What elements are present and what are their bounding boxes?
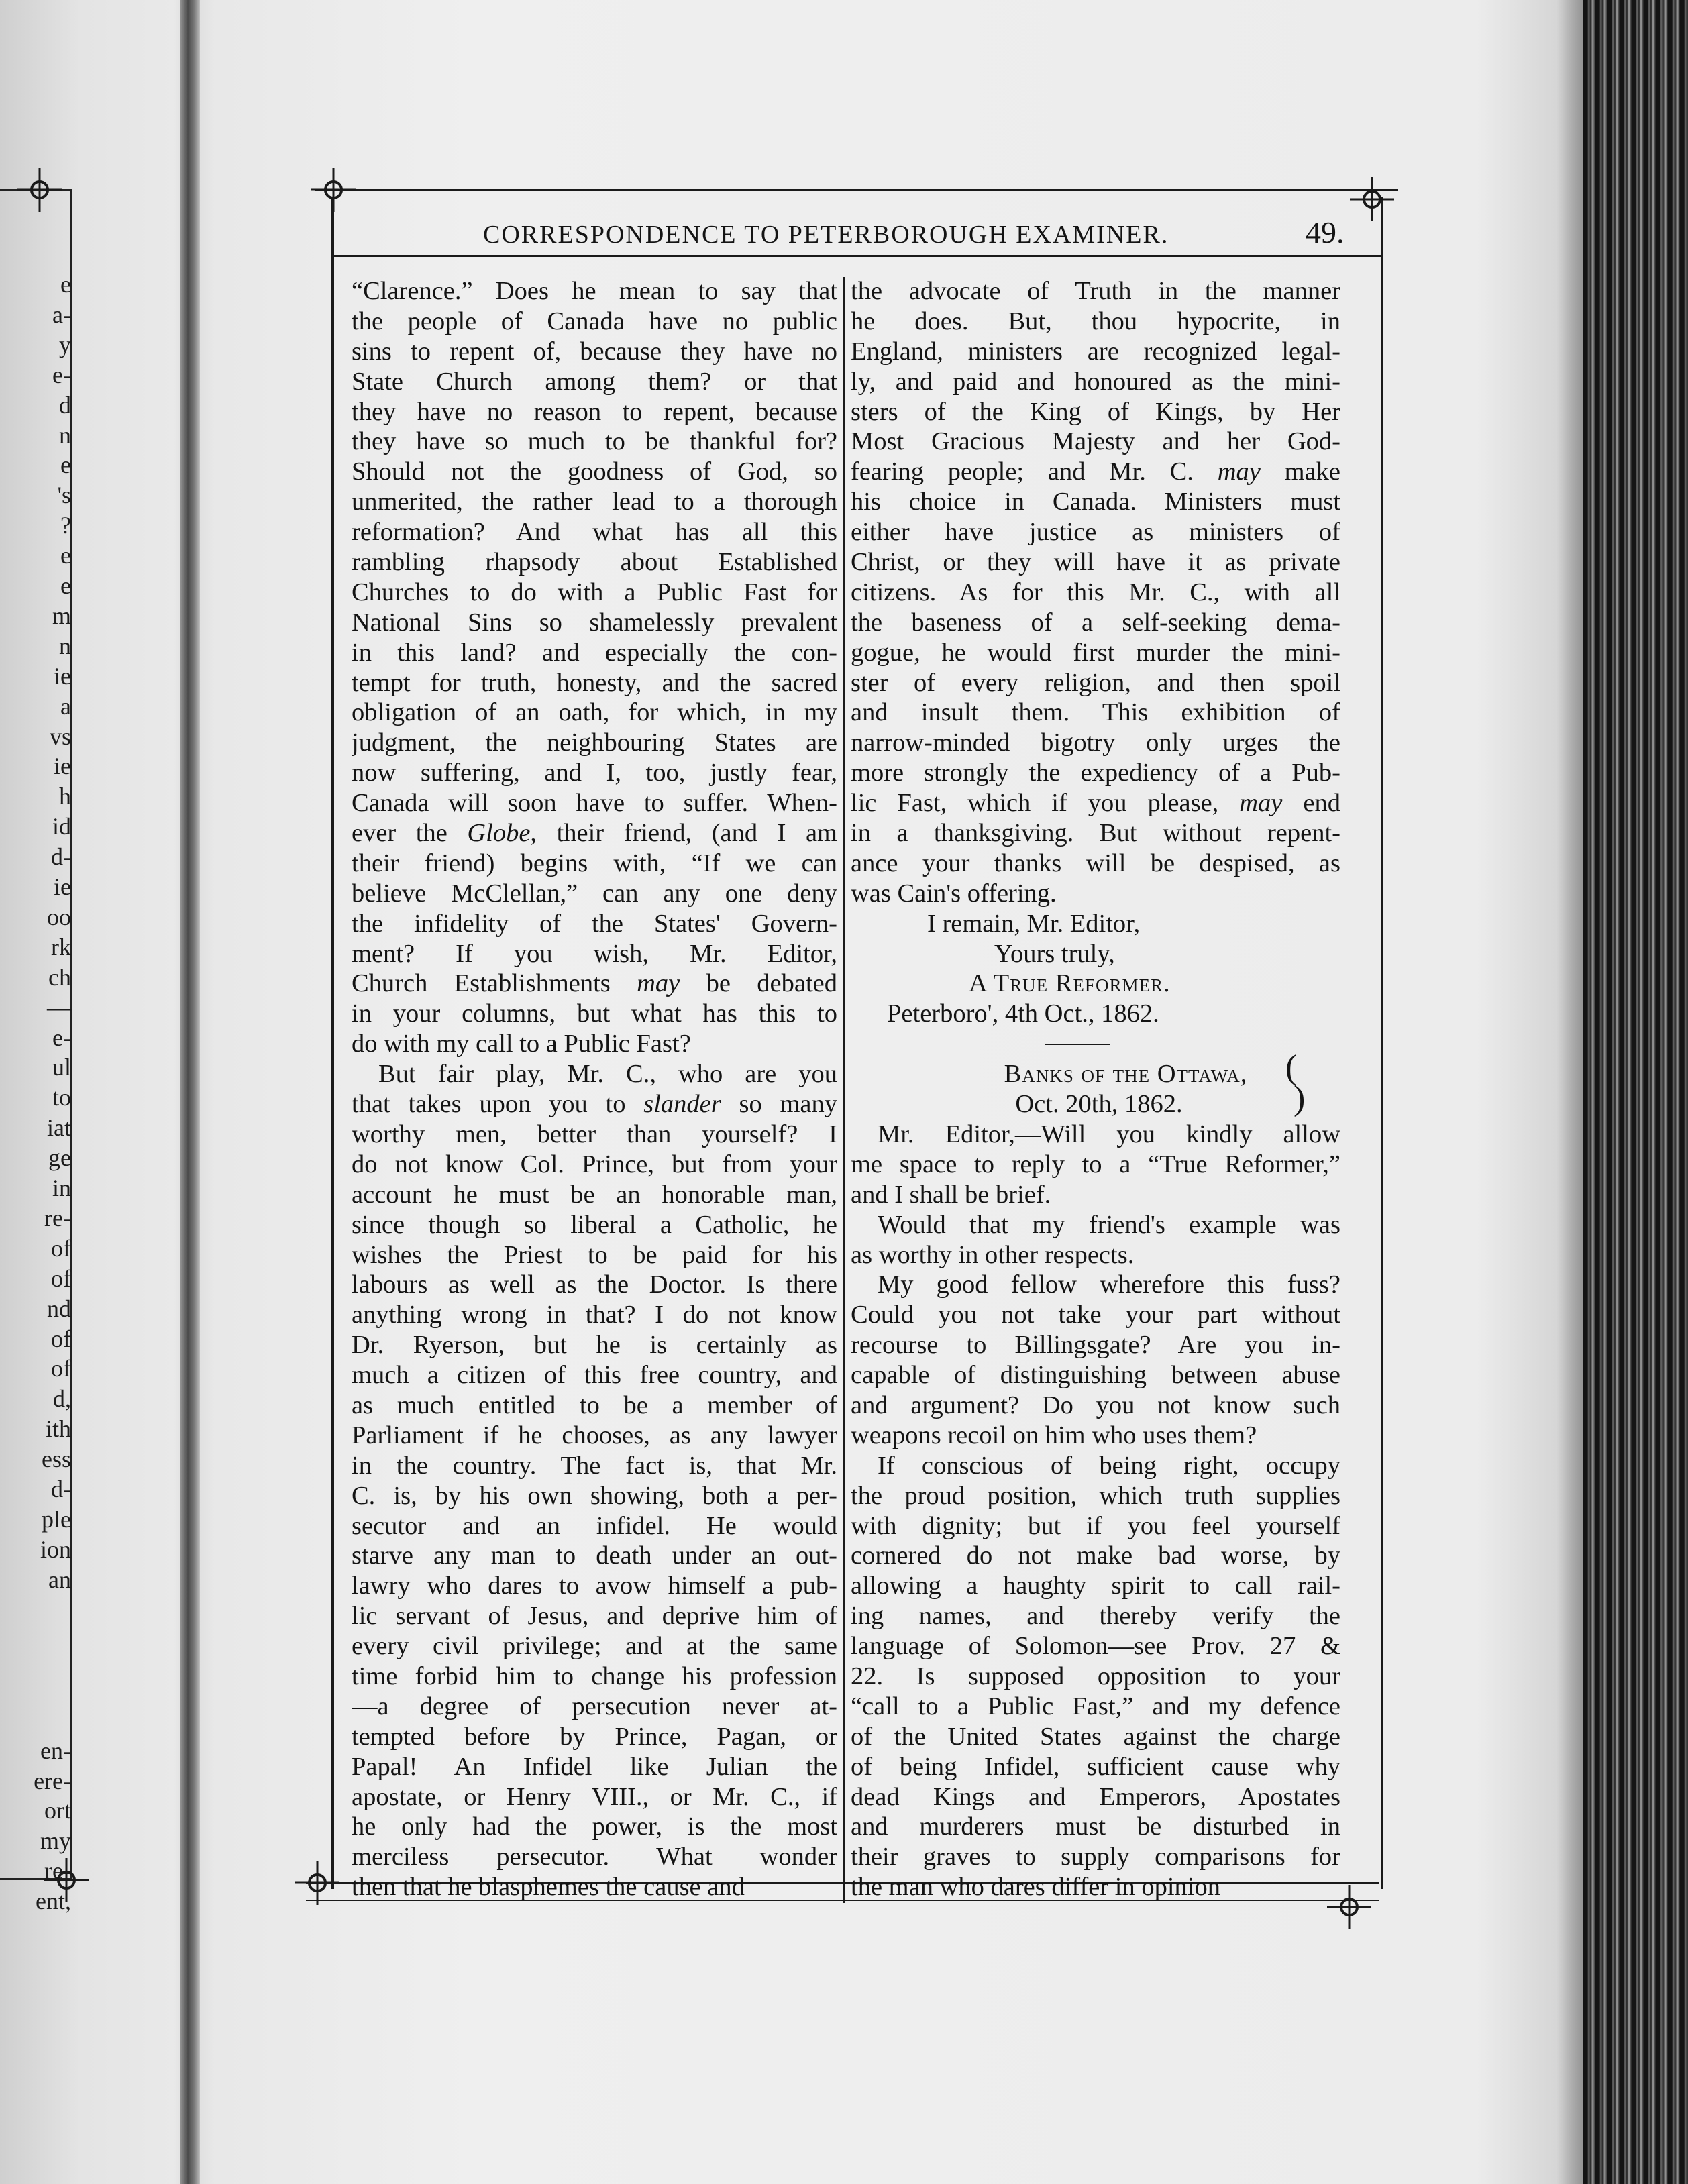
previous-page-fragment: e- xyxy=(52,361,71,388)
previous-page-fragment: ? xyxy=(60,512,71,539)
previous-page-fragment: ge xyxy=(48,1144,71,1172)
top-frame-rule xyxy=(315,189,1398,191)
text-line: State Church among them? or that xyxy=(352,367,837,396)
ornament-icon xyxy=(43,1857,90,1904)
text-line: of the United States against the charge xyxy=(851,1722,1340,1751)
signature: A True Reformer. xyxy=(969,969,1171,998)
text-line: lic servant of Jesus, and deprive him of xyxy=(352,1602,837,1631)
text-line: he does. But, thou hypocrite, in xyxy=(851,307,1340,335)
section-separator xyxy=(851,1029,1340,1059)
previous-page-fragment: m xyxy=(52,602,71,629)
text-line: account he must be an honorable man, xyxy=(352,1180,837,1209)
text-line: wishes the Priest to be paid for his xyxy=(352,1240,837,1269)
text-line: do not know Col. Prince, but from your xyxy=(352,1150,837,1179)
text-line: citizens. As for this Mr. C., with all xyxy=(851,578,1340,606)
previous-page-fragment: n xyxy=(59,632,71,659)
text-line: of being Infidel, sufficient cause why xyxy=(851,1752,1340,1781)
running-head-title: CORRESPONDENCE TO PETERBOROUGH EXAMINER. xyxy=(483,221,1169,249)
text-line: me space to reply to a “True Reformer,” xyxy=(851,1150,1340,1179)
ornament-icon xyxy=(294,1859,341,1906)
previous-page-fragment: e xyxy=(60,271,71,298)
text-line: and insult them. This exhibition of xyxy=(851,698,1340,727)
text-line: gogue, he would first murder the mini- xyxy=(851,638,1340,667)
previous-page-fragment: d, xyxy=(53,1385,71,1413)
text-line: Church Establishments may be debated xyxy=(352,969,837,998)
text-line: Canada will soon have to suffer. When- xyxy=(352,789,837,818)
previous-page-fragment: ent, xyxy=(36,1888,71,1915)
previous-page-fragment: vs xyxy=(49,722,71,750)
previous-page-fragment: n xyxy=(59,421,71,449)
text-line: ance your thanks will be despised, as xyxy=(851,849,1340,877)
text-line: allowing a haughty spirit to call rail- xyxy=(851,1572,1340,1600)
text-line: his choice in Canada. Ministers must xyxy=(851,488,1340,516)
text-line: tempted before by Prince, Pagan, or xyxy=(352,1722,837,1751)
text-line: believe McClellan,” can any one deny xyxy=(352,879,837,908)
previous-page-fragment: an xyxy=(48,1566,71,1593)
text-line: much a citizen of this free country, and xyxy=(352,1361,837,1390)
text-line: more strongly the expediency of a Pub- xyxy=(851,759,1340,787)
text-line: sins to repent of, because they have no xyxy=(352,337,837,366)
text-line: Would that my friend's example was xyxy=(878,1210,1340,1239)
closing-yours: Yours truly, xyxy=(994,939,1115,968)
previous-page-fragment: re- xyxy=(44,1204,71,1232)
previous-page-fragment: my xyxy=(40,1827,71,1855)
previous-page-fragment: ere- xyxy=(34,1767,71,1794)
text-line: cornered do not make bad worse, by xyxy=(851,1541,1340,1570)
text-line: they have no reason to repent, because xyxy=(352,397,837,426)
text-line: in this land? and especially the con- xyxy=(352,638,837,667)
text-line: Papal! An Infidel like Julian the xyxy=(352,1752,837,1781)
text-line: language of Solomon—see Prov. 27 & xyxy=(851,1632,1340,1661)
text-line: since though so liberal a Catholic, he xyxy=(352,1210,837,1239)
text-line: judgment, the neighbouring States are xyxy=(352,728,837,757)
text-line: either have justice as ministers of xyxy=(851,518,1340,547)
text-line: the advocate of Truth in the manner xyxy=(851,277,1340,305)
ornament-icon xyxy=(310,166,357,213)
text-line: ment? If you wish, Mr. Editor, xyxy=(352,939,837,968)
text-line: with dignity; but if you feel yourself xyxy=(851,1511,1340,1540)
text-line: Should not the goodness of God, so xyxy=(352,457,837,486)
text-line: their friend) begins with, “If we can xyxy=(352,849,837,877)
previous-page-fragment: h xyxy=(59,783,71,810)
text-line: England, ministers are recognized legal- xyxy=(851,337,1340,366)
previous-page-fragment: ch xyxy=(48,963,71,991)
text-line: National Sins so shamelessly prevalent xyxy=(352,608,837,637)
text-line: worthy men, better than yourself? I xyxy=(352,1120,837,1148)
previous-page-fragment: iat xyxy=(47,1114,71,1142)
previous-page-fragment: 's xyxy=(57,482,71,509)
column-divider xyxy=(843,277,845,1903)
heading-brace-top: ( xyxy=(1285,1048,1298,1087)
previous-page-fragment: y xyxy=(59,331,71,358)
text-line: apostate, or Henry VIII., or Mr. C., if xyxy=(352,1782,837,1811)
text-line: recourse to Billingsgate? Are you in- xyxy=(851,1331,1340,1360)
text-line: do with my call to a Public Fast? xyxy=(352,1030,691,1058)
text-line: he only had the power, is the most xyxy=(352,1812,837,1841)
text-line: in your columns, but what has this to xyxy=(352,999,837,1028)
previous-page-fragment: d- xyxy=(51,843,71,871)
text-line: every civil privilege; and at the same xyxy=(352,1632,837,1661)
text-line: starve any man to death under an out- xyxy=(352,1541,837,1570)
right-column xyxy=(851,276,1340,1902)
ornament-icon xyxy=(16,166,63,213)
page-number: 49. xyxy=(1306,215,1344,250)
text-line: If conscious of being right, occupy xyxy=(878,1451,1340,1480)
text-line: Parliament if he chooses, as any lawyer xyxy=(352,1421,837,1450)
text-line: “Clarence.” Does he mean to say that xyxy=(352,277,837,305)
second-letter-date: Oct. 20th, 1862. xyxy=(1015,1090,1183,1119)
book-gutter xyxy=(180,0,200,2184)
text-line: narrow-minded bigotry only urges the xyxy=(851,728,1340,757)
previous-page-fragment: in xyxy=(52,1175,71,1201)
text-line: capable of distinguishing between abuse xyxy=(851,1361,1340,1390)
text-line: rambling rhapsody about Established xyxy=(352,548,837,577)
text-line: now suffering, and I, too, justly fear, xyxy=(352,759,837,787)
text-line: and argument? Do you not know such xyxy=(851,1390,1340,1419)
previous-page-fragment: ple xyxy=(42,1505,71,1533)
text-line: ing names, and thereby verify the xyxy=(851,1602,1340,1631)
previous-page-fragment: d- xyxy=(51,1476,71,1503)
text-line: and murderers must be disturbed in xyxy=(851,1812,1340,1841)
text-line: reformation? And what has all this xyxy=(352,518,837,547)
previous-page-fragment: ul xyxy=(52,1054,71,1081)
text-line: Dr. Ryerson, but he is certainly as xyxy=(352,1331,837,1360)
text-line: merciless persecutor. What wonder xyxy=(352,1843,837,1871)
previous-page-fragment: — xyxy=(47,993,71,1021)
text-line: 22. Is supposed opposition to your xyxy=(851,1661,1340,1690)
previous-page-fragment: a xyxy=(60,692,71,720)
text-line: the people of Canada have no public xyxy=(352,307,837,335)
text-line: as much entitled to be a member of xyxy=(352,1390,837,1419)
text-line: that takes upon you to slander so many xyxy=(352,1090,837,1119)
text-line: lic Fast, which if you please, may end xyxy=(851,789,1340,818)
text-line: time forbid him to change his profession xyxy=(352,1661,837,1690)
previous-page-fragment: ort xyxy=(44,1797,71,1824)
previous-page-fragment: of xyxy=(51,1325,71,1352)
left-column xyxy=(352,276,837,1902)
previous-page-fragment: of xyxy=(51,1234,71,1262)
text-line: C. is, by his own showing, both a per- xyxy=(352,1481,837,1510)
text-line: secutor and an infidel. He would xyxy=(352,1511,837,1540)
place-date: Peterboro', 4th Oct., 1862. xyxy=(887,999,1159,1028)
previous-page-fragment: e- xyxy=(52,1024,71,1051)
previous-page-fragment: ie xyxy=(54,753,71,780)
previous-page-fragment: ie xyxy=(54,662,71,690)
previous-page-fragment: rk xyxy=(51,933,71,961)
text-line: obligation of an oath, for which, in my xyxy=(352,698,837,727)
text-line: ster of every religion, and then spoil xyxy=(851,668,1340,697)
text-line: they have so much to be thankful for? xyxy=(352,427,837,456)
previous-page-fragment: ith xyxy=(45,1415,71,1443)
text-line: and I shall be brief. xyxy=(851,1180,1051,1209)
second-letter-place: Banks of the Ottawa, xyxy=(1004,1060,1248,1089)
text-line: unmerited, the rather lead to a thorough xyxy=(352,488,837,516)
previous-page-fragment: e xyxy=(60,542,71,569)
text-line: then that he blasphemes the cause and xyxy=(352,1873,745,1902)
text-line: sters of the King of Kings, by Her xyxy=(851,397,1340,426)
text-line: Mr. Editor,—Will you kindly allow xyxy=(878,1120,1340,1148)
text-line: “call to a Public Fast,” and my defence xyxy=(851,1692,1340,1721)
text-line: Christ, or they will have it as private xyxy=(851,548,1340,577)
running-head xyxy=(470,215,1342,255)
previous-page-fragment: of xyxy=(51,1264,71,1292)
text-line: But fair play, Mr. C., who are you xyxy=(378,1060,837,1089)
text-line: Churches to do with a Public Fast for xyxy=(352,578,837,606)
text-line: the infidelity of the States' Govern- xyxy=(352,909,837,938)
previous-page-fragment: ion xyxy=(40,1535,71,1563)
text-line: Could you not take your part without xyxy=(851,1301,1340,1329)
previous-page-fragment: a- xyxy=(52,301,71,328)
previous-page-fragment: to xyxy=(52,1084,71,1111)
text-line: lawry who dares to avow himself a pub- xyxy=(352,1572,837,1600)
previous-page-fragment: d xyxy=(59,391,71,419)
previous-page-fragment: en- xyxy=(40,1737,71,1764)
text-line: the man who dares differ in opinion xyxy=(851,1873,1220,1902)
text-line: Most Gracious Majesty and her God- xyxy=(851,427,1340,456)
text-line: anything wrong in that? I do not know xyxy=(352,1301,837,1329)
text-line: in the country. The fact is, that Mr. xyxy=(352,1451,837,1480)
text-line: labours as well as the Doctor. Is there xyxy=(352,1270,837,1299)
book-page-edges xyxy=(1583,0,1688,2184)
letter-one-continuation xyxy=(851,276,1340,909)
letter-two-body xyxy=(851,1120,1340,1902)
previous-page-fragment: ess xyxy=(42,1445,71,1473)
closing-remain: I remain, Mr. Editor, xyxy=(927,909,1141,938)
previous-page-fragment: id xyxy=(52,813,71,840)
text-line: was Cain's offering. xyxy=(851,879,1057,908)
text-line: as worthy in other respects. xyxy=(851,1240,1135,1269)
text-line: the proud position, which truth supplies xyxy=(851,1481,1340,1510)
previous-page-fragment: e xyxy=(60,572,71,599)
text-line: weapons recoil on him who uses them? xyxy=(851,1421,1257,1450)
previous-page-fragment: e xyxy=(60,451,71,479)
text-line: ever the Globe, their friend, (and I am xyxy=(352,819,837,848)
previous-page-fragment: nd xyxy=(47,1295,71,1322)
text-line: their graves to supply comparisons for xyxy=(851,1843,1340,1871)
previous-page-fragment: of xyxy=(51,1355,71,1382)
text-line: ly, and paid and honoured as the mini- xyxy=(851,367,1340,396)
ornament-icon xyxy=(1349,176,1395,223)
previous-page-fragment: ie xyxy=(54,873,71,900)
previous-page-fragment: re- xyxy=(44,1857,71,1885)
text-line: dead Kings and Emperors, Apostates xyxy=(851,1782,1340,1811)
text-line: —a degree of persecution never at- xyxy=(352,1692,837,1721)
previous-page-fragment: oo xyxy=(47,903,71,930)
text-line: My good fellow wherefore this fuss? xyxy=(878,1270,1340,1299)
text-line: the baseness of a self-seeking dema- xyxy=(851,608,1340,637)
heading-brace-bottom: ) xyxy=(1294,1079,1306,1117)
text-line: tempt for truth, honesty, and the sacred xyxy=(352,668,837,697)
text-line: in a thanksgiving. But without repent- xyxy=(851,819,1340,848)
text-line: fearing people; and Mr. C. may make xyxy=(851,457,1340,486)
